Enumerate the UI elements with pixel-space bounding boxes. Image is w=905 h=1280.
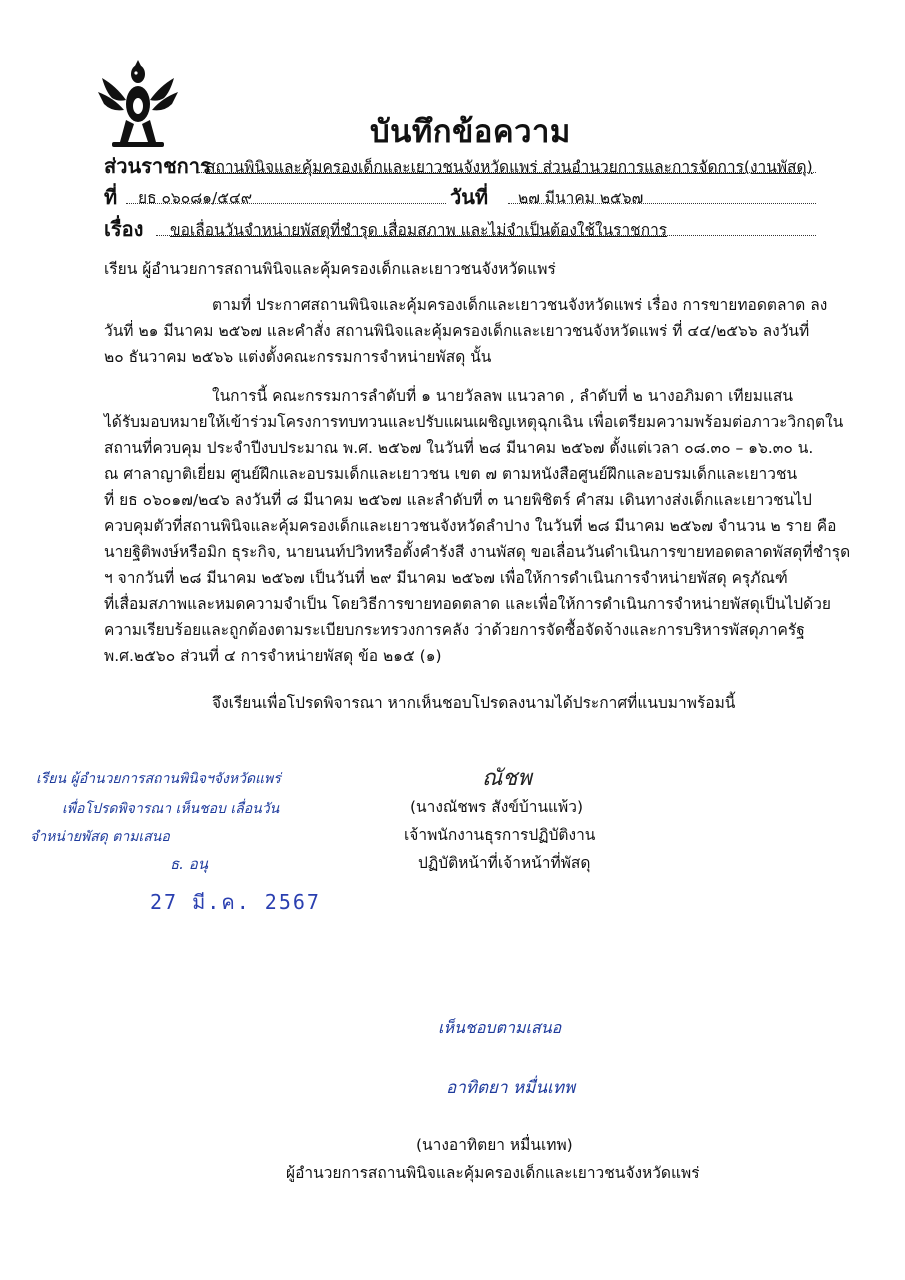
para2-line: ณ ศาลาญาติเยี่ยม ศูนย์ฝึกและอบรมเด็กและเยาวชน เขต ๗ ตามหนังสือศูนย์ฝึกและอบรมเด็กและเยาวชน [104, 465, 798, 483]
approval-note: เห็นชอบตามเสนอ [438, 1018, 562, 1037]
ref-date-row [104, 181, 816, 207]
handnote-line: เพื่อโปรดพิจารณา เห็นชอบ เลื่อนวัน [62, 801, 280, 817]
agency-value: สถานพินิจและคุ้มครองเด็กและเยาวชนจังหวัดแพร่ ส่วนอำนวยการและการจัดการ(งานพัสดุ) [206, 158, 813, 176]
salutation: เรียน ผู้อำนวยการสถานพินิจและคุ้มครองเด็กและเยาวชนจังหวัดแพร่ [104, 260, 556, 278]
subject-value: ขอเลื่อนวันจำหน่ายพัสดุที่ชำรุด เสื่อมสภาพ และไม่จำเป็นต้องใช้ในราชการ [170, 221, 668, 239]
garuda-emblem-icon [96, 58, 180, 150]
approver-position: ผู้อำนวยการสถานพินิจและคุ้มครองเด็กและเยาวชนจังหวัดแพร่ [286, 1164, 700, 1182]
para2-line: ที่เสื่อมสภาพและหมดความจำเป็น โดยวิธีการขายทอดตลาด และเพื่อให้การดำเนินการจำหน่ายพัสดุเป็นไปด้วย [104, 595, 831, 613]
date-stamp: 27 มี.ค. 2567 [150, 890, 321, 914]
signer1-name: (นางณัชพร สังข์บ้านแพ้ว) [410, 798, 584, 816]
para2-line: นายฐิติพงษ์หรือมิก ธุระกิจ, นายนนท์ปวิทหรือตั้งคำรังสี งานพัสดุ ขอเลื่อนวันดำเนินการขายทอดตลาดพัสดุที่ชำรุด [104, 543, 851, 561]
para2-line: ความเรียบร้อยและถูกต้องตามระเบียบกระทรวงการคลัง ว่าด้วยการจัดซื้อจัดจ้างและการบริหารพัสดุภาครัฐ [104, 621, 805, 639]
para2-line: ฯ จากวันที่ ๒๘ มีนาคม ๒๕๖๗ เป็นวันที่ ๒๙ มีนาคม ๒๕๖๗ เพื่อให้การดำเนินการจำหน่ายพัสดุ ครุภัณฑ์ [104, 569, 788, 587]
agency-label: ส่วนราชการ [104, 154, 211, 178]
approver-name: (นางอาทิตยา หมื่นเทพ) [416, 1136, 573, 1154]
para2-line: สถานที่ควบคุม ประจำปีงบประมาณ พ.ศ. ๒๕๖๗ ในวันที่ ๒๘ มีนาคม ๒๕๖๗ ตั้งแต่เวลา ๐๘.๓๐ – ๑๖.๓๐ น. [104, 439, 814, 457]
handnote-line: เรียน ผู้อำนวยการสถานพินิจฯจังหวัดแพร่ [36, 771, 281, 787]
handnote-initials: ธ. อนุ [170, 855, 208, 873]
handnote-line: จำหน่ายพัสดุ ตามเสนอ [30, 829, 170, 845]
subject-label: เรื่อง [104, 217, 144, 241]
para2-line: ได้รับมอบหมายให้เข้าร่วมโครงการทบทวนและปรับแผนเผชิญเหตุฉุกเฉิน เพื่อเตรียมความพร้อมต่อภาวะวิกฤตใน [104, 413, 844, 431]
ref-value: ยธ ๐๖๐๘๑/๕๔๙ [138, 189, 253, 207]
subject-row [104, 213, 816, 239]
signer1-signature: ณัชพ [482, 766, 532, 791]
para2-line: ในการนี้ คณะกรรมการลำดับที่ ๑ นายวัลลพ แนวลาด , ลำดับที่ ๒ นางอภิมดา เทียมแสน [212, 387, 793, 405]
ref-label: ที่ [104, 185, 118, 209]
signer1-duty: ปฏิบัติหน้าที่เจ้าหน้าที่พัสดุ [418, 854, 591, 872]
date-value: ๒๗ มีนาคม ๒๕๖๗ [518, 189, 644, 207]
agency-row [104, 150, 816, 176]
para2-line: ที่ ยธ ๐๖๐๑๗/๒๔๖ ลงวันที่ ๘ มีนาคม ๒๕๖๗ และลำดับที่ ๓ นายพิชิตร์ คำสม เดินทางส่งเด็กและเยาวชนไป [104, 491, 812, 509]
document-title: บันทึกข้อความ [370, 114, 571, 150]
para2-line: พ.ศ.๒๕๖๐ ส่วนที่ ๔ การจำหน่ายพัสดุ ข้อ ๒๑๕ (๑) [104, 647, 442, 665]
date-label: วันที่ [450, 185, 489, 209]
para2-line: ควบคุมตัวที่สถานพินิจและคุ้มครองเด็กและเยาวชนจังหวัดลำปาง ในวันที่ ๒๘ มีนาคม ๒๕๖๗ จำนวน ๒ ราย คือ [104, 517, 837, 535]
para1-line: ๒๐ ธันวาคม ๒๕๖๖ แต่งตั้งคณะกรรมการจำหน่ายพัสดุ นั้น [104, 348, 492, 366]
signer1-position: เจ้าพนักงานธุรการปฏิบัติงาน [404, 826, 596, 844]
para1-line: ตามที่ ประกาศสถานพินิจและคุ้มครองเด็กและเยาวชนจังหวัดแพร่ เรื่อง การขายทอดตลาด ลง [212, 296, 828, 314]
approval-signature: อาทิตยา หมื่นเทพ [446, 1078, 576, 1098]
closing-text: จึงเรียนเพื่อโปรดพิจารณา หากเห็นชอบโปรดลงนามได้ประกาศที่แนบมาพร้อมนี้ [212, 694, 736, 712]
para1-line: วันที่ ๒๑ มีนาคม ๒๕๖๗ และคำสั่ง สถานพินิจและคุ้มครองเด็กและเยาวชนจังหวัดแพร่ ที่ ๔๔/๒๕๖๖ ลงวันที่ [104, 322, 810, 340]
